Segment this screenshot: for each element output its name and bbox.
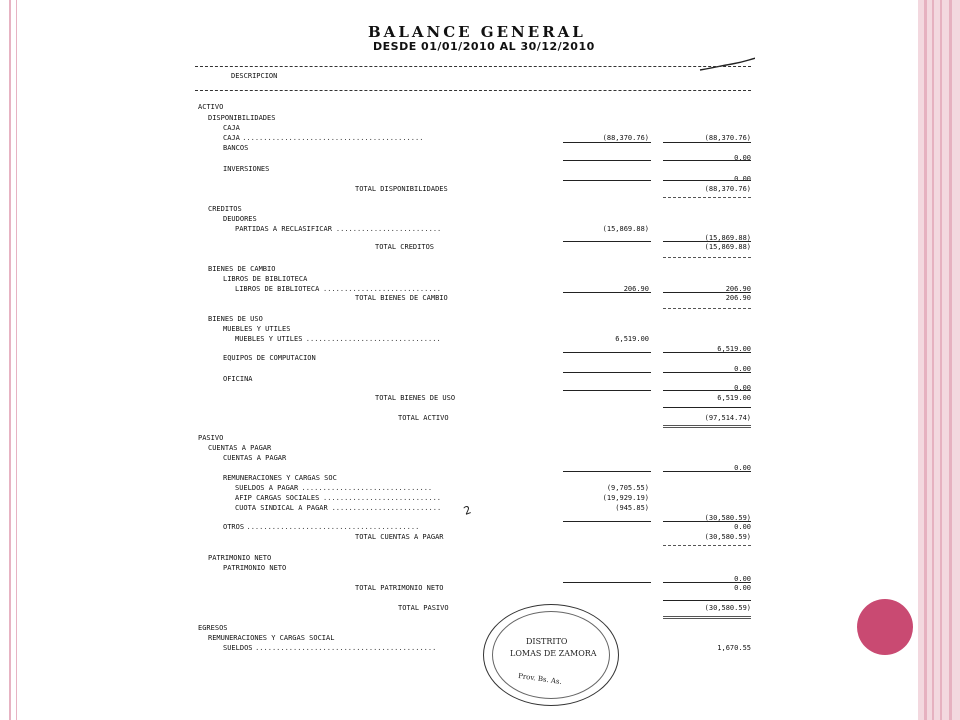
underline-rule (663, 292, 751, 293)
ledger-row-label: AFIP CARGAS SOCIALES (235, 494, 320, 502)
ledger-row (193, 274, 753, 284)
ledger-row-total: (97,514.74) (704, 414, 751, 422)
ledger-row-label: SUELDOS A PAGAR (235, 484, 299, 492)
subtotal-rule (663, 257, 751, 258)
ledger-row (193, 184, 753, 194)
ledger-row-label: CUENTAS A PAGAR (223, 454, 287, 462)
ledger-row-total: (88,370.76) (704, 185, 751, 193)
ledger-row-total: 0.00 (734, 523, 751, 531)
underline-rule (663, 142, 751, 143)
underline-rule (563, 241, 651, 242)
ledger-row-label: PARTIDAS A RECLASIFICAR (235, 225, 332, 233)
subtotal-rule (663, 197, 751, 198)
slide-frame-right (918, 0, 960, 720)
ledger-row-leader-dots: .......................... (331, 504, 442, 512)
ledger-row-total: (30,580.59) (704, 604, 751, 612)
underline-rule (563, 160, 651, 161)
underline-rule (563, 390, 651, 391)
ledger-row-label: TOTAL ACTIVO (398, 414, 449, 422)
ledger-row (193, 532, 753, 542)
ledger-row-label: BIENES DE CAMBIO (208, 265, 276, 273)
ledger-row (193, 583, 753, 593)
ledger-row (193, 522, 753, 532)
underline-rule (563, 521, 651, 522)
ledger-row-label: INVERSIONES (223, 165, 270, 173)
ledger-row-total: 206.90 (725, 294, 751, 302)
underline-rule (663, 160, 751, 161)
handwritten-mark-icon (698, 56, 755, 74)
ledger-row-label: TOTAL CREDITOS (375, 243, 435, 251)
ledger-row (193, 102, 753, 112)
underline-rule (663, 471, 751, 472)
underline-rule (663, 521, 751, 522)
ledger-row (193, 353, 753, 363)
ledger-row-total: (15,869.88) (704, 234, 751, 242)
document-title: BALANCE GENERAL (368, 23, 586, 41)
frame-stripe (949, 0, 952, 720)
ledger-row (193, 473, 753, 483)
underline-rule (663, 600, 751, 601)
ledger-row-label: TOTAL CUENTAS A PAGAR (355, 533, 444, 541)
ledger-row (193, 204, 753, 214)
ledger-row-leader-dots: ............................... (301, 484, 433, 492)
ledger-row (193, 293, 753, 303)
ledger-row-label: MUEBLES Y UTILES (235, 335, 303, 343)
ledger-row-label: DISPONIBILIDADES (208, 114, 276, 122)
ledger-row (193, 123, 753, 133)
underline-rule (563, 372, 651, 373)
ledger-row (193, 413, 753, 423)
ledger-row-label: CAJA (223, 134, 240, 142)
handwritten-mark: 2 (461, 503, 474, 518)
underline-rule (663, 180, 751, 181)
slide-frame-left-line (9, 0, 11, 720)
ledger-row-total: 206.90 (725, 285, 751, 293)
ledger-row-total: 6,519.00 (717, 345, 751, 353)
ledger-row-total: 0.00 (734, 384, 751, 392)
document-subtitle: DESDE 01/01/2010 AL 30/12/2010 (373, 40, 595, 53)
balance-sheet-document (193, 0, 755, 720)
underline-rule (563, 142, 651, 143)
slide-frame-left (0, 0, 17, 720)
underline-rule (563, 471, 651, 472)
ledger-row (193, 443, 753, 453)
ledger-row-label: BANCOS (223, 144, 249, 152)
ledger-row-total: 6,519.00 (717, 394, 751, 402)
ledger-row-label: EQUIPOS DE COMPUTACION (223, 354, 316, 362)
ledger-row (193, 214, 753, 224)
ledger-row-label: PATRIMONIO NETO (208, 554, 272, 562)
header-rule-top (195, 66, 751, 67)
ledger-row-label: REMUNERACIONES Y CARGAS SOCIAL (208, 634, 335, 642)
ledger-row-leader-dots: ............................ (323, 285, 442, 293)
ledger-row-total: 0.00 (734, 575, 751, 583)
ledger-row-label: LIBROS DE BIBLIOTECA (223, 275, 308, 283)
frame-stripe (940, 0, 942, 720)
underline-rule (663, 407, 751, 408)
ledger-row-total: 1,670.55 (717, 644, 751, 652)
ledger-row (193, 433, 753, 443)
ledger-row-label: EGRESOS (198, 624, 228, 632)
ledger-row-label: BIENES DE USO (208, 315, 263, 323)
underline-rule (563, 352, 651, 353)
underline-rule (663, 582, 751, 583)
ledger-row-amount: (945.85) (615, 504, 649, 512)
underline-rule (563, 582, 651, 583)
ledger-row-amount: (19,929.19) (602, 494, 649, 502)
underline-rule (563, 292, 651, 293)
ledger-row (193, 603, 753, 613)
ledger-row-total: 0.00 (734, 584, 751, 592)
ledger-row-label: ACTIVO (198, 103, 224, 111)
ledger-row-leader-dots: ......................................... (246, 523, 420, 531)
underline-rule (663, 390, 751, 391)
ledger-row-amount: (15,869.88) (602, 225, 649, 233)
ledger-row-amount: (9,705.55) (606, 484, 649, 492)
ledger-row (193, 563, 753, 573)
total-double-rule (663, 616, 751, 619)
header-rule-bottom (195, 90, 751, 91)
ledger-row-amount: 206.90 (623, 285, 649, 293)
ledger-row-label: PASIVO (198, 434, 224, 442)
frame-stripe (924, 0, 927, 720)
ledger-row (193, 314, 753, 324)
accent-circle (857, 599, 913, 655)
ledger-row-label: LIBROS DE BIBLIOTECA (235, 285, 320, 293)
ledger-row (193, 503, 753, 513)
ledger-row-label: TOTAL BIENES DE USO (375, 394, 456, 402)
subtotal-rule (663, 545, 751, 546)
ledger-row-leader-dots: ........................................... (255, 644, 437, 652)
ledger-row-total: (30,580.59) (704, 533, 751, 541)
ledger-row-total: (88,370.76) (704, 134, 751, 142)
stamp-text: Prov. Bs. As. (517, 671, 563, 687)
frame-stripe (932, 0, 934, 720)
ledger-row (193, 393, 753, 403)
ledger-row-total: (30,580.59) (704, 514, 751, 522)
ledger-row-leader-dots: ................................ (305, 335, 441, 343)
ledger-row-label: TOTAL PATRIMONIO NETO (355, 584, 444, 592)
ledger-row (193, 174, 753, 184)
ledger-row-label: SUELDOS (223, 644, 253, 652)
ledger-row-total: 0.00 (734, 175, 751, 183)
ledger-row-label: TOTAL PASIVO (398, 604, 449, 612)
underline-rule (563, 180, 651, 181)
ledger-row-label: CUOTA SINDICAL A PAGAR (235, 504, 328, 512)
ledger-row (193, 553, 753, 563)
ledger-row-total: (15,869.88) (704, 243, 751, 251)
ledger-row-label: REMUNERACIONES Y CARGAS SOC (223, 474, 337, 482)
ledger-row-label: TOTAL DISPONIBILIDADES (355, 185, 448, 193)
ledger-row-amount: (88,370.76) (602, 134, 649, 142)
ledger-row-leader-dots: ........................................... (242, 134, 424, 142)
stamp-text: DISTRITO (526, 637, 568, 646)
ledger-row (193, 264, 753, 274)
ledger-row-amount: 6,519.00 (615, 335, 649, 343)
ledger-row-label: CREDITOS (208, 205, 242, 213)
ledger-row-label: DEUDORES (223, 215, 257, 223)
ledger-row-total: 0.00 (734, 464, 751, 472)
total-double-rule (663, 425, 751, 428)
ledger-row-leader-dots: ......................... (335, 225, 442, 233)
ledger-row (193, 643, 753, 653)
ledger-row (193, 623, 753, 633)
underline-rule (663, 352, 751, 353)
ledger-row (193, 633, 753, 643)
ledger-row-label: OTROS (223, 523, 245, 531)
ledger-row (193, 383, 753, 393)
ledger-row-label: TOTAL BIENES DE CAMBIO (355, 294, 448, 302)
ledger-row-total: 0.00 (734, 365, 751, 373)
underline-rule (663, 241, 751, 242)
district-stamp (483, 604, 619, 706)
column-header-descripcion: DESCRIPCION (231, 72, 278, 80)
ledger-row (193, 242, 753, 252)
ledger-row-label: CAJA (223, 124, 240, 132)
ledger-row-label: CUENTAS A PAGAR (208, 444, 272, 452)
ledger-row-label: PATRIMONIO NETO (223, 564, 287, 572)
ledger-row (193, 493, 753, 503)
ledger-row-leader-dots: ............................ (323, 494, 442, 502)
ledger-row-total: 0.00 (734, 154, 751, 162)
underline-rule (663, 372, 751, 373)
ledger-row (193, 143, 753, 153)
ledger-row (193, 153, 753, 163)
ledger-row (193, 113, 753, 123)
ledger-row-label: OFICINA (223, 375, 253, 383)
subtotal-rule (663, 308, 751, 309)
ledger-row (193, 453, 753, 463)
stamp-text: LOMAS DE ZAMORA (510, 649, 597, 658)
ledger-row (193, 164, 753, 174)
ledger-row (193, 334, 753, 344)
ledger-row-label: MUEBLES Y UTILES (223, 325, 291, 333)
ledger-row (193, 324, 753, 334)
ledger-row (193, 483, 753, 493)
